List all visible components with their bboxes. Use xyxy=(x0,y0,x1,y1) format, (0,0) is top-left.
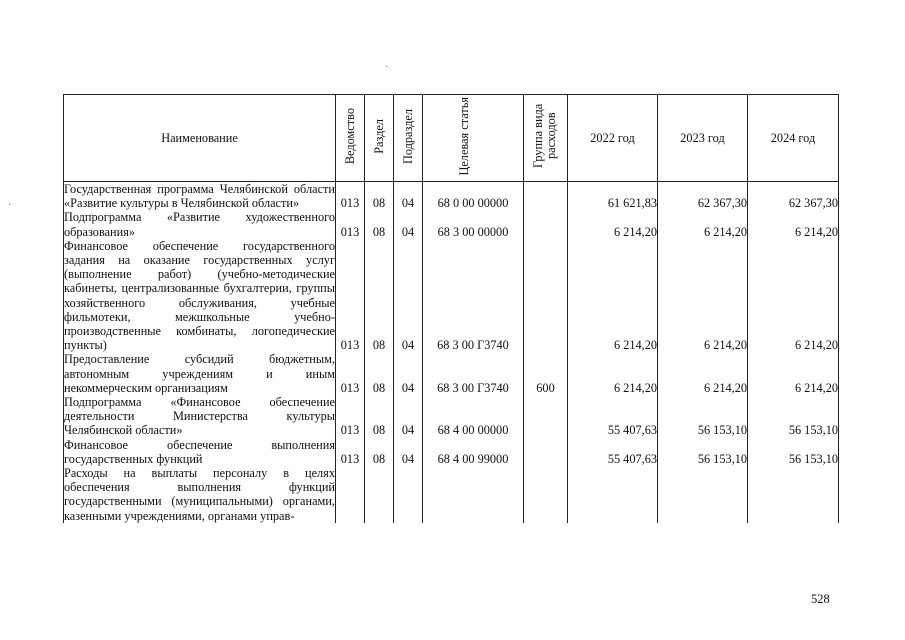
header-name: Наименование xyxy=(64,95,336,182)
row-vedomstvo: 013 xyxy=(336,352,365,395)
row-podrazdel: 04 xyxy=(394,352,423,395)
row-name: Расходы на выплаты персоналу в целях обеспечения выполнения функций государственными (муниципальными) органами, казенными учреждениями, органами управ- xyxy=(64,466,335,523)
header-2023: 2023 год xyxy=(658,95,748,182)
row-2022: 55 407,63 xyxy=(568,395,658,438)
row-gruppa xyxy=(524,395,568,438)
row-celevaya-statya: 68 4 00 99000 xyxy=(423,438,524,466)
row-gruppa: 600 xyxy=(524,352,568,395)
header-gruppa-vida-rashodov: Группа вида расходов xyxy=(524,95,568,182)
row-vedomstvo xyxy=(336,466,365,523)
row-2022: 6 214,20 xyxy=(568,352,658,395)
table-row xyxy=(64,210,839,238)
row-razdel xyxy=(365,466,394,523)
row-name: Финансовое обеспечение выполнения государственных функций xyxy=(64,437,335,466)
row-2023: 6 214,20 xyxy=(658,239,748,353)
row-celevaya-statya: 68 3 00 00000 xyxy=(423,210,524,238)
row-podrazdel xyxy=(394,466,423,523)
row-celevaya-statya xyxy=(423,466,524,523)
row-vedomstvo: 013 xyxy=(336,182,365,211)
row-2024: 56 153,10 xyxy=(748,395,839,438)
row-podrazdel: 04 xyxy=(394,210,423,238)
row-2024: 56 153,10 xyxy=(748,438,839,466)
row-2023: 62 367,30 xyxy=(658,182,748,211)
row-2024 xyxy=(748,466,839,523)
row-vedomstvo: 013 xyxy=(336,438,365,466)
header-2024: 2024 год xyxy=(748,95,839,182)
table-row xyxy=(64,466,839,523)
row-2024: 6 214,20 xyxy=(748,239,839,353)
row-2022: 6 214,20 xyxy=(568,239,658,353)
scan-speck: · xyxy=(385,62,389,73)
header-celevaya-statya: Целевая статья xyxy=(423,95,524,182)
row-podrazdel: 04 xyxy=(394,438,423,466)
row-vedomstvo: 013 xyxy=(336,395,365,438)
table-row xyxy=(64,239,839,353)
header-2022: 2022 год xyxy=(568,95,658,182)
row-razdel: 08 xyxy=(365,182,394,211)
row-vedomstvo: 013 xyxy=(336,239,365,353)
row-razdel: 08 xyxy=(365,239,394,353)
row-2023: 6 214,20 xyxy=(658,210,748,238)
row-podrazdel: 04 xyxy=(394,395,423,438)
row-gruppa xyxy=(524,239,568,353)
row-name: Подпрограмма «Развитие художественного образования» xyxy=(64,210,335,239)
row-celevaya-statya: 68 3 00 Г3740 xyxy=(423,352,524,395)
row-2022: 6 214,20 xyxy=(568,210,658,238)
row-razdel: 08 xyxy=(365,352,394,395)
row-name: Государственная программа Челябинской области «Развитие культуры в Челябинской области» xyxy=(64,182,335,211)
row-vedomstvo: 013 xyxy=(336,210,365,238)
table-header-row xyxy=(64,95,839,182)
row-2022: 55 407,63 xyxy=(568,438,658,466)
row-2024: 6 214,20 xyxy=(748,352,839,395)
row-celevaya-statya: 68 4 00 00000 xyxy=(423,395,524,438)
row-2022: 61 621,83 xyxy=(568,182,658,211)
header-podrazdel: Подраздел xyxy=(394,95,423,182)
row-2024: 6 214,20 xyxy=(748,210,839,238)
row-2023: 6 214,20 xyxy=(658,352,748,395)
row-2024: 62 367,30 xyxy=(748,182,839,211)
header-vedomstvo: Ведомство xyxy=(336,95,365,182)
row-razdel: 08 xyxy=(365,438,394,466)
table-row xyxy=(64,438,839,466)
row-2023 xyxy=(658,466,748,523)
row-razdel: 08 xyxy=(365,395,394,438)
row-name: Подпрограмма «Финансовое обеспечение деятельности Министерства культуры Челябинской области» xyxy=(64,395,335,438)
row-gruppa xyxy=(524,438,568,466)
row-name: Финансовое обеспечение государственного задания на оказание государственных услуг (выполнение работ) (учебно-методические кабинеты, централизованные бухгалтерии, группы хозяйственного обслуживания, учебные фильмотеки, межшкольные учебно-производственные комбинаты, логопедические пункты) xyxy=(64,238,335,353)
row-razdel: 08 xyxy=(365,210,394,238)
row-podrazdel: 04 xyxy=(394,239,423,353)
row-2023: 56 153,10 xyxy=(658,438,748,466)
row-2022 xyxy=(568,466,658,523)
row-gruppa xyxy=(524,466,568,523)
row-gruppa xyxy=(524,182,568,211)
row-celevaya-statya: 68 0 00 00000 xyxy=(423,182,524,211)
table-row xyxy=(64,352,839,395)
table-row xyxy=(64,182,839,211)
row-gruppa xyxy=(524,210,568,238)
header-razdel: Раздел xyxy=(365,95,394,182)
table-row xyxy=(64,395,839,438)
row-2023: 56 153,10 xyxy=(658,395,748,438)
row-celevaya-statya: 68 3 00 Г3740 xyxy=(423,239,524,353)
page-number: 528 xyxy=(811,592,830,606)
budget-table xyxy=(63,94,839,523)
row-podrazdel: 04 xyxy=(394,182,423,211)
row-name: Предоставление субсидий бюджетным, автономным учреждениям и иным некоммерческим организациям xyxy=(64,352,335,395)
scan-speck: · xyxy=(8,200,12,211)
